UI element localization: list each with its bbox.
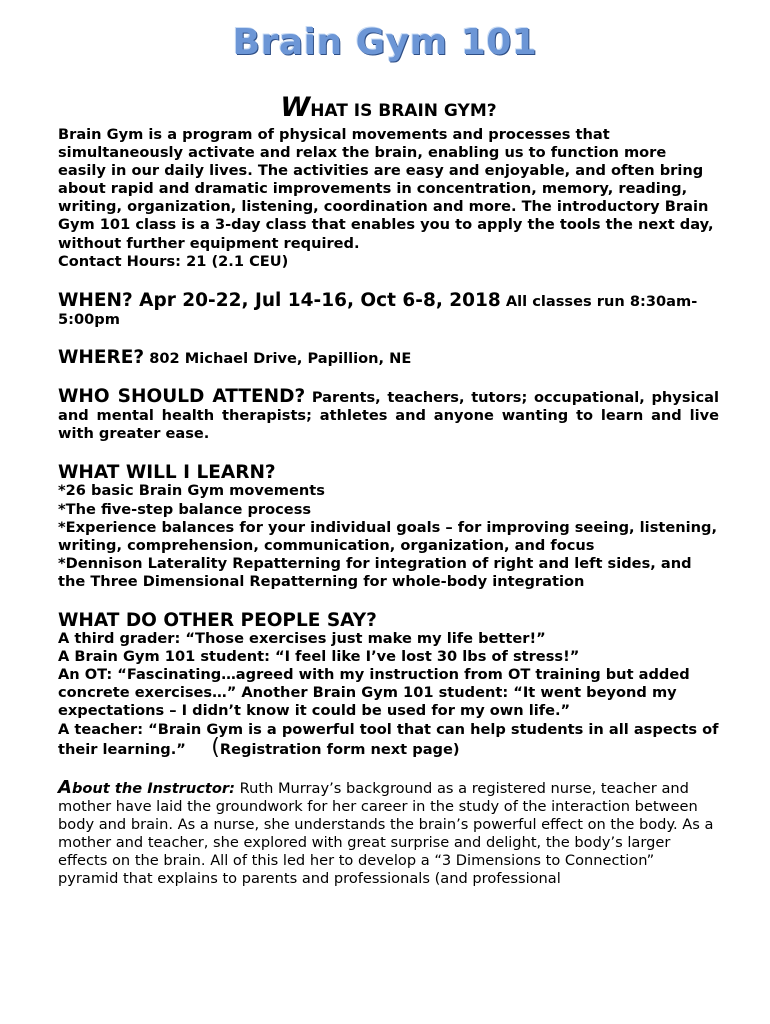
what-heading-rest: HAT IS BRAIN GYM? — [310, 101, 497, 121]
about-lead-rest: bout the Instructor: — [71, 779, 235, 797]
document-body — [58, 92, 719, 888]
when-detail: All classes run 8:30am-5:00pm — [58, 292, 698, 328]
where-detail: 802 Michael Drive, Papillion, NE — [144, 349, 412, 367]
registration-note: Registration form next page) — [219, 740, 460, 758]
testimonial: An OT: “Fascinating…agreed with my instruction from OT training but added concrete exercises…” Another Brain Gym 101 student: “It went beyond my expectations – I didn’t know it could be used for my own life.” — [58, 666, 690, 720]
document-title: Brain Gym 101 — [232, 22, 538, 63]
where-heading: WHERE? — [58, 346, 145, 368]
say-heading: WHAT DO OTHER PEOPLE SAY? — [58, 609, 377, 631]
learn-item: *Experience balances for your individual goals – for improving seeing, listening, writing, comprehension, communication, organization, and focus — [58, 518, 718, 554]
testimonial: A third grader: “Those exercises just make my life better!” — [58, 630, 546, 648]
testimonial: A Brain Gym 101 student: “I feel like I’ve lost 30 lbs of stress!” — [58, 648, 580, 666]
registration-paren: ( — [211, 734, 220, 760]
learn-item: *26 basic Brain Gym movements — [58, 482, 325, 500]
who-section — [58, 388, 719, 443]
about-lead — [58, 776, 235, 798]
about-body: Ruth Murray’s background as a registered nurse, teacher and mother have laid the groundwork for her career in the study of the interaction between body and brain. As a nurse, she understands the brain’s powerful effect on the body. As a mother and teacher, she explored with great surprise and delight, the body’s larger effects on the brain. All of this led her to develop a “3 Dimensions to Connection” pyramid that explains to parents and professionals (and professional — [58, 779, 714, 888]
testimonial-teacher-text: A teacher: “Brain Gym is a powerful tool that can help students in all aspects of their learning.” — [58, 720, 719, 758]
who-detail: Parents, teachers, tutors; occupational, physical and mental health therapists; athletes and anyone wanting to learn and live with greater ease. — [58, 389, 720, 443]
what-heading-initial: W — [280, 92, 311, 123]
learn-item: *Dennison Laterality Repatterning for integration of right and left sides, and the Three Dimensional Repatterning for whole-body integration — [58, 554, 692, 590]
when-heading: WHEN? Apr 20-22, Jul 14-16, Oct 6-8, 2018 — [58, 289, 501, 311]
learn-item: *The five-step balance process — [58, 500, 312, 518]
what-heading — [58, 92, 719, 123]
where-section — [58, 346, 719, 368]
learn-heading: WHAT WILL I LEARN? — [58, 462, 276, 484]
about-lead-initial: A — [58, 776, 72, 798]
who-heading: WHO SHOULD ATTEND? — [58, 386, 306, 408]
contact-hours: Contact Hours: 21 (2.1 CEU) — [58, 252, 289, 270]
what-body: Brain Gym is a program of physical movements and processes that simultaneously activate and relax the brain, enabling us to function more easily in our daily lives. The activities are easy and enjoyable, and often bring about rapid and dramatic improvements in concentration, memory, reading, writing, organization, listening, coordination and more. The introductory Brain Gym 101 class is a 3-day class that enables you to apply the tools the next day, without further equipment required. — [58, 126, 714, 252]
when-section — [58, 289, 719, 329]
about-instructor — [58, 776, 719, 889]
testimonial-teacher — [58, 721, 719, 759]
